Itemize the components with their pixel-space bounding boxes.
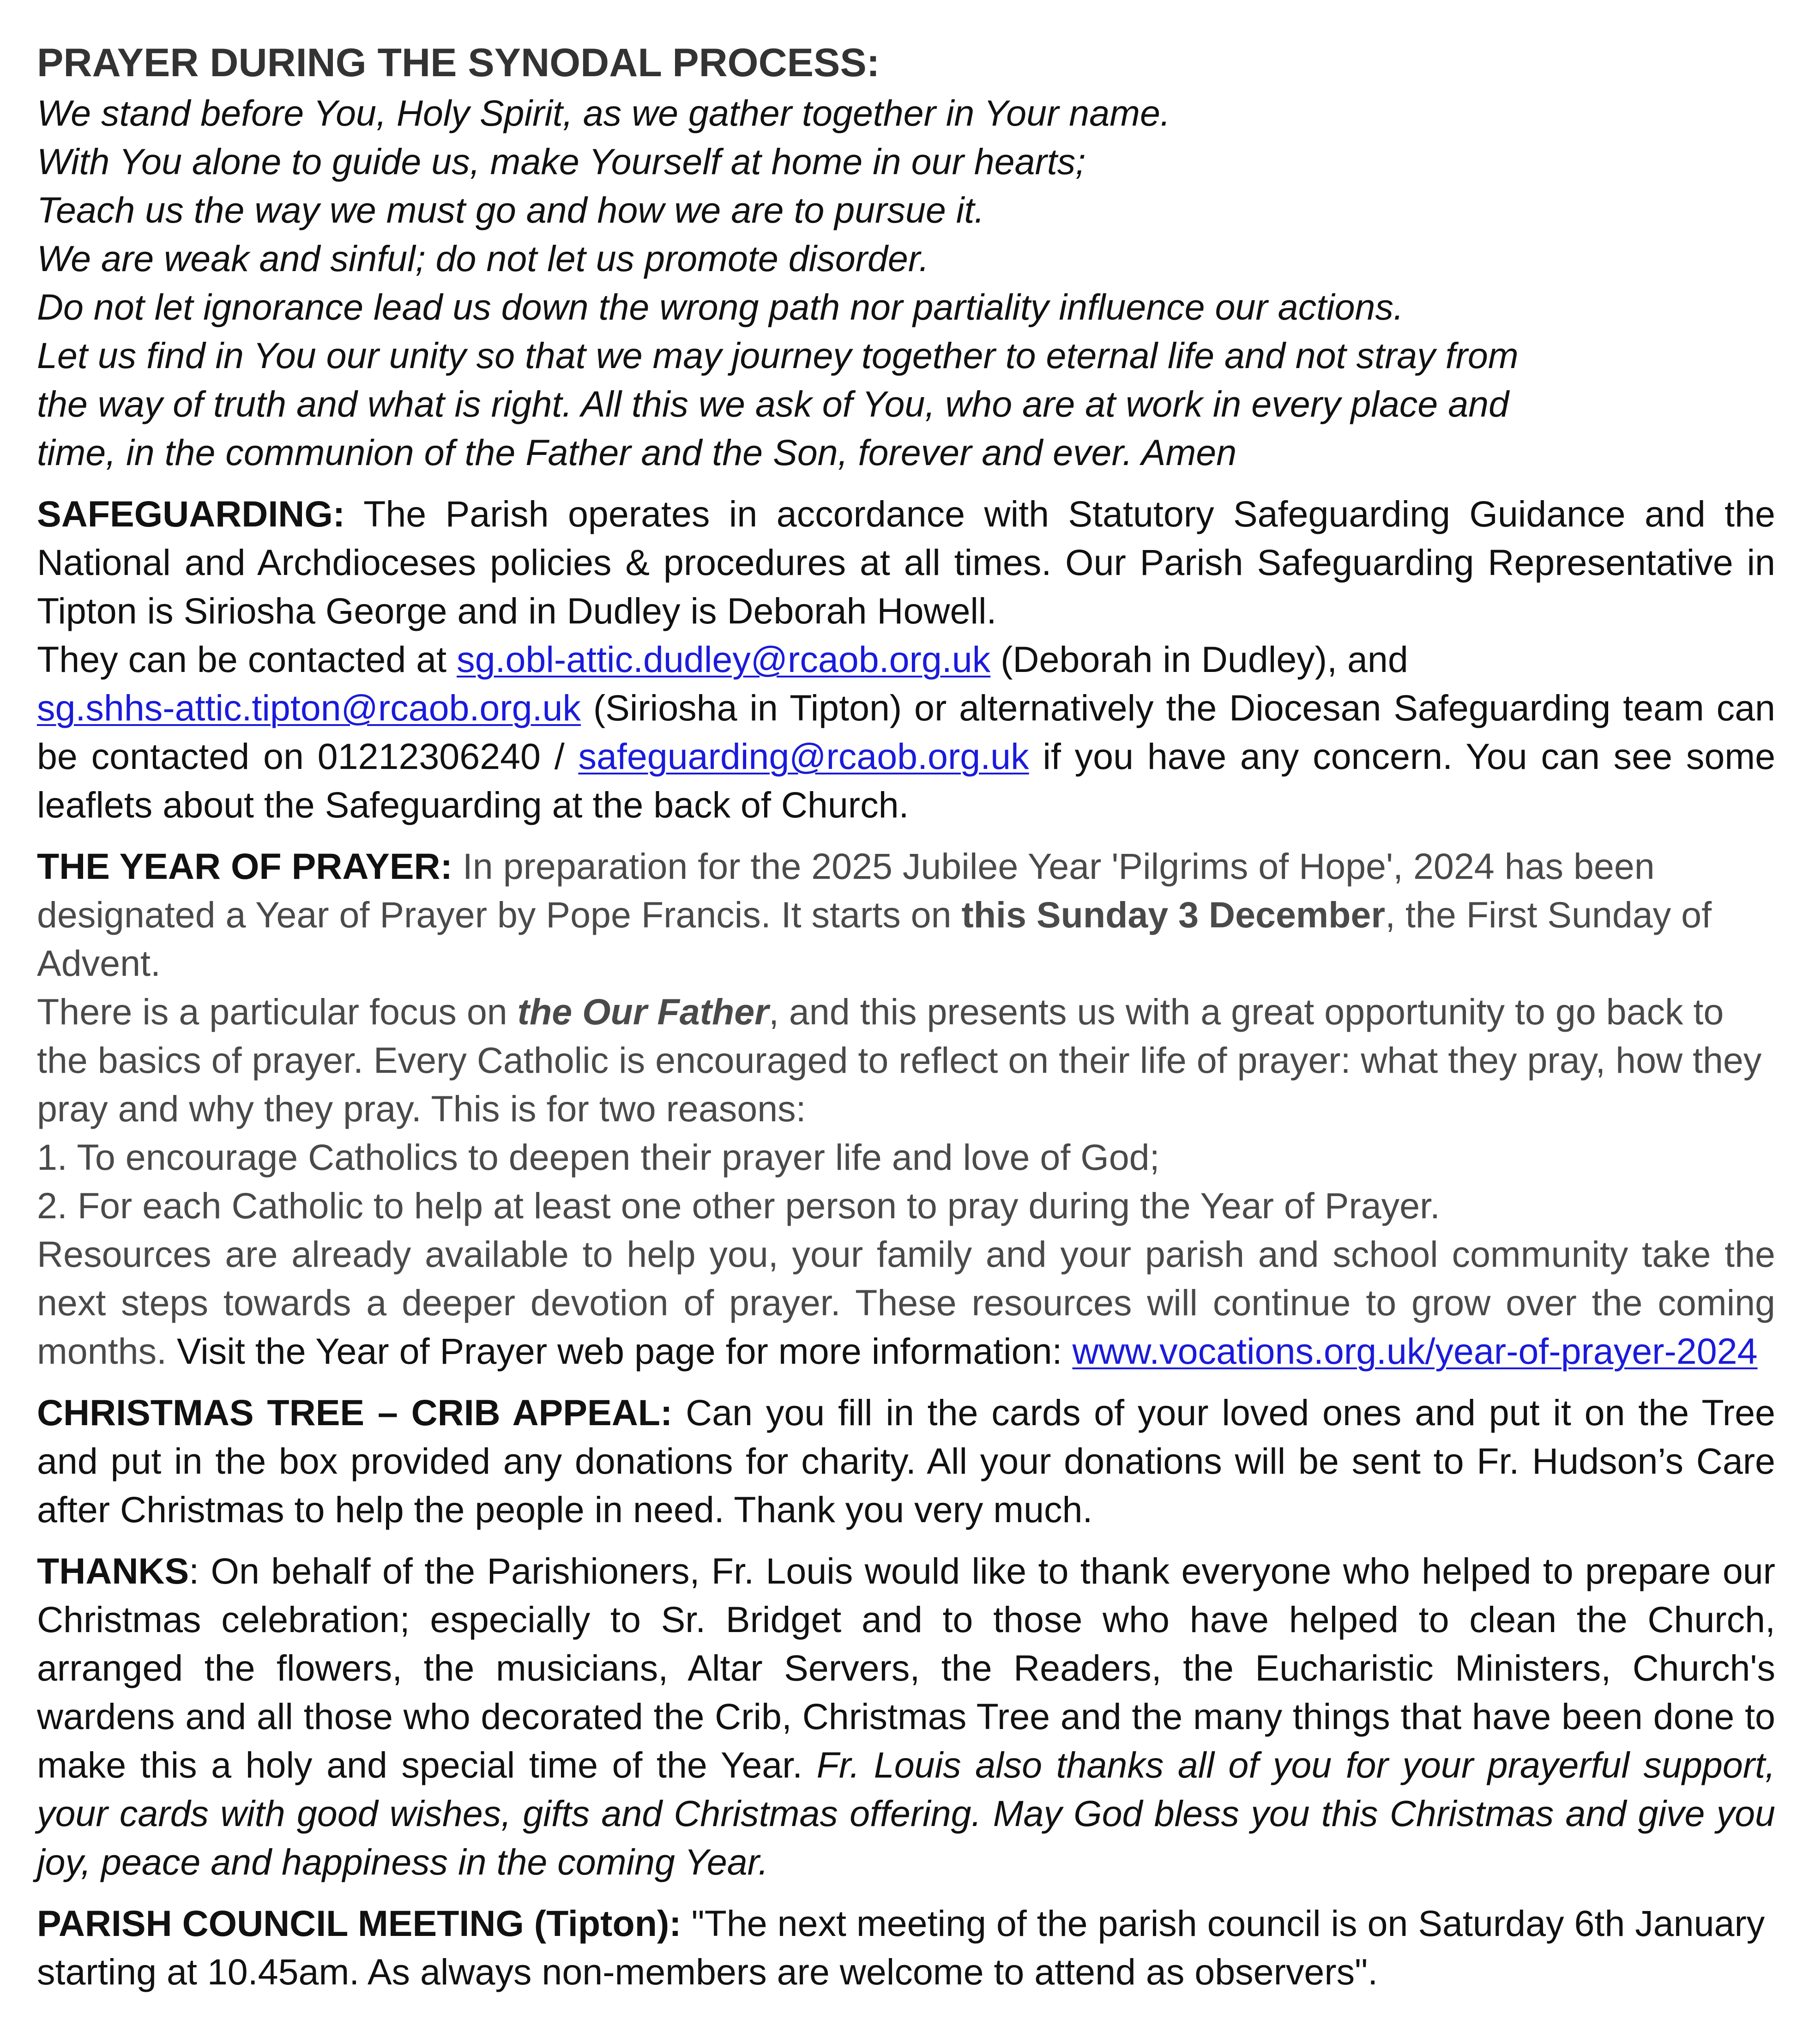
- parish-council-line-1: [37, 1899, 1775, 1947]
- year-of-prayer-reason-2: 2. For each Catholic to help at least one other person to pray during the Year of Prayer.: [37, 1185, 1440, 1226]
- year-of-prayer-focus-emphasis: the Our Father: [517, 991, 769, 1032]
- safeguarding-contact-intro: They can be contacted at: [37, 639, 457, 680]
- thanks-text: : On behalf of the Parishioners, Fr. Louis would like to thank everyone who helped to prepare our Christmas celebration; especially to Sr. Bridget and to those who have helped to clean the Church, arranged the flowers, the musicians, Altar Servers, the Readers, the Eucharistic Ministers, Church's wardens and all those who decorated the Crib, Christmas Tree and the many things that have been done to make this a holy and special time of the Year.: [37, 1550, 1775, 1785]
- prayer-line-3: Teach us the way we must go and how we are to pursue it.: [37, 189, 985, 230]
- tipton-email-note: (Siriosha in Tipton) or alternatively the Diocesan Safeguarding team can be contacted on 01212306240 /: [37, 687, 1775, 777]
- year-of-prayer-text-1: In preparation for the 2025 Jubilee Year 'Pilgrims of Hope', 2024 has been designated a Year of Prayer by Pope Francis. It starts on: [37, 846, 1655, 935]
- safeguarding-section: [37, 490, 1775, 829]
- safeguarding-text: The Parish operates in accordance with Statutory Safeguarding Guidance and the National and Archdioceses policies & procedures at all times. Our Parish Safeguarding Representative in Tipton is Siriosha George and in Dudley is Deborah Howell.: [37, 493, 1775, 631]
- prayer-line-8: time, in the communion of the Father and the Son, forever and ever. Amen: [37, 432, 1237, 473]
- year-of-prayer-text-2: , the First Sunday of Advent.: [37, 894, 1712, 984]
- prayer-section: [37, 37, 1775, 477]
- year-of-prayer-heading: THE YEAR OF PRAYER:: [37, 846, 452, 887]
- year-of-prayer-resources-text: Resources are already available to help you, your family and your parish and school community take the next steps towards a deeper devotion of prayer. These resources will continue to grow over the coming months.: [37, 1234, 1775, 1372]
- year-of-prayer-resources: [37, 1230, 1775, 1375]
- year-of-prayer-focus: [37, 987, 1775, 1133]
- year-of-prayer-intro: [37, 842, 1775, 987]
- year-of-prayer-section: [37, 842, 1775, 1375]
- year-of-prayer-start-date: this Sunday 3 December: [961, 894, 1386, 935]
- tipton-email-link[interactable]: sg.shhs-attic.tipton@rcaob.org.uk: [37, 687, 581, 728]
- thanks-italic-text: Fr. Louis also thanks all of you for your prayerful support, your cards with good wishes, gifts and Christmas offering. May God bless you this Christmas and give you joy, peace and happiness in the coming Year.: [37, 1744, 1775, 1882]
- christmas-tree-heading: CHRISTMAS TREE – CRIB APPEAL:: [37, 1392, 673, 1433]
- parish-council-section: [37, 1899, 1775, 1996]
- christmas-tree-section: [37, 1388, 1775, 1534]
- safeguarding-contact-paragraph: [37, 683, 1775, 829]
- prayer-title: PRAYER DURING THE SYNODAL PROCESS:: [37, 41, 880, 85]
- parish-council-text-1: "The next meeting of the parish council is on Saturday 6th January: [681, 1903, 1765, 1944]
- dudley-email-link[interactable]: sg.obl-attic.dudley@rcaob.org.uk: [457, 639, 991, 680]
- thanks-heading: THANKS: [37, 1550, 189, 1591]
- safeguarding-paragraph: [37, 490, 1775, 635]
- parish-council-heading: PARISH COUNCIL MEETING (Tipton):: [37, 1903, 681, 1944]
- diocese-email-link[interactable]: safeguarding@rcaob.org.uk: [578, 736, 1029, 777]
- thanks-section: [37, 1547, 1775, 1886]
- parish-council-line-2: starting at 10.45am. As always non-members are welcome to attend as observers".: [37, 1951, 1378, 1992]
- dudley-email-note: (Deborah in Dudley), and: [990, 639, 1408, 680]
- safeguarding-contact-line: [37, 635, 1775, 683]
- prayer-line-2: With You alone to guide us, make Yourself at home in our hearts;: [37, 141, 1086, 182]
- safeguarding-heading: SAFEGUARDING:: [37, 493, 345, 534]
- diocese-email-note: if you have any concern. You can see some leaflets about the Safeguarding at the back of Church.: [37, 736, 1776, 825]
- year-of-prayer-visit-text: Visit the Year of Prayer web page for more information:: [167, 1330, 1073, 1372]
- prayer-line-4: We are weak and sinful; do not let us promote disorder.: [37, 238, 929, 279]
- bulletin-page: [37, 37, 1775, 1996]
- prayer-line-5: Do not let ignorance lead us down the wrong path nor partiality influence our actions.: [37, 286, 1404, 327]
- prayer-line-6: Let us find in You our unity so that we may journey together to eternal life and not stray from: [37, 335, 1519, 376]
- christmas-tree-text: Can you fill in the cards of your loved ones and put it on the Tree and put in the box provided any donations for charity. All your donations will be sent to Fr. Hudson’s Care after Christmas to help the people in need. Thank you very much.: [37, 1392, 1775, 1530]
- prayer-line-7: the way of truth and what is right. All this we ask of You, who are at work in every place and: [37, 383, 1509, 424]
- year-of-prayer-focus-intro: There is a particular focus on: [37, 991, 518, 1032]
- year-of-prayer-reason-1: 1. To encourage Catholics to deepen their prayer life and love of God;: [37, 1137, 1160, 1178]
- year-of-prayer-link[interactable]: www.vocations.org.uk/year-of-prayer-2024: [1072, 1330, 1758, 1372]
- year-of-prayer-focus-rest: , and this presents us with a great opportunity to go back to the basics of prayer. Every Catholic is encouraged to reflect on their life of prayer: what they pray, how they pray and why they pray. This is for two reasons:: [37, 991, 1762, 1129]
- prayer-line-1: We stand before You, Holy Spirit, as we gather together in Your name.: [37, 92, 1170, 133]
